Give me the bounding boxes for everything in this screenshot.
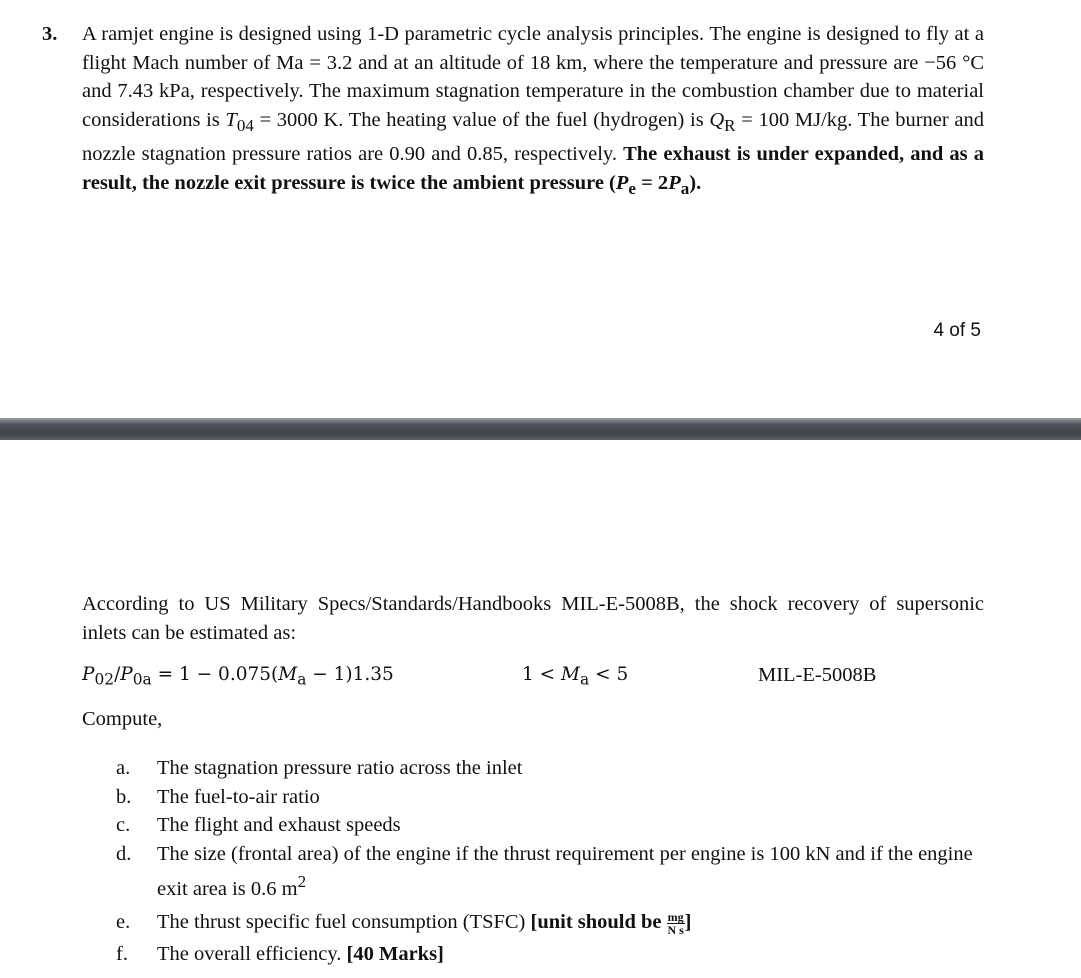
compute-label: Compute, (82, 708, 163, 730)
eq-subscript: 0a (132, 670, 152, 689)
task-text: The thrust specific fuel consumption (TSFC) (157, 910, 531, 933)
superscript: 2 (297, 872, 307, 892)
task-item-b (116, 783, 986, 812)
fraction-denominator: N s (667, 922, 684, 937)
pa-symbol: P (668, 172, 681, 195)
eq-subscript: 02 (94, 670, 115, 689)
task-label: f. (116, 943, 128, 966)
intro-paragraph: According to US Military Specs/Standards/Handbooks MIL-E-5008B, the shock recovery of supersonic inlets can be estimated as: (82, 593, 984, 644)
task-item-f (116, 940, 986, 969)
t04-symbol: T (225, 108, 237, 131)
t04-subscript: 04 (236, 115, 254, 135)
task-label: e. (116, 910, 131, 933)
pa-subscript: a (680, 179, 690, 199)
task-label: a. (116, 757, 131, 779)
equation-validity-range (522, 664, 628, 689)
problem-statement (42, 20, 984, 204)
eq-subscript: a (297, 670, 307, 689)
pe-symbol: P (615, 172, 629, 195)
problem-text-part: = 100 MJ/kg. The burner and nozzle stagnation pressure ratios are 0.90 and 0.85, respectively. (82, 108, 984, 166)
task-text: The stagnation pressure ratio across the inlet (157, 757, 523, 779)
shock-recovery-equation (82, 664, 982, 694)
exhaust-text: ). (689, 172, 702, 195)
task-item-e (116, 908, 986, 937)
fraction-numerator: mg (667, 909, 684, 924)
pe-subscript: e (628, 179, 636, 199)
task-label: c. (116, 814, 131, 837)
task-list (116, 754, 986, 969)
problem-text-part: A ramjet engine is designed using 1-D parametric cycle analysis principles. The engine is designed to fly at a flight Mach number of Ma = 3.2 and at an altitude of 18 km, where the temperature and pressure are −56 °C and 7.43 kPa, respectively. The maximum stagnation temperature in the combustion chamber due to material considerations is (82, 23, 984, 131)
task-text: The overall efficiency. (157, 943, 347, 966)
problem-text (82, 20, 984, 204)
unit-note-close: ] (684, 910, 692, 933)
eq-symbol: M (278, 664, 298, 685)
eq-text: < 5 (589, 664, 629, 685)
task-item-a (116, 754, 986, 783)
unit-note: [unit should be (530, 910, 667, 933)
marks-label: [40 Marks] (346, 943, 444, 966)
task-text: The size (frontal area) of the engine if the thrust requirement per engine is 100 kN and if the engine exit area is 0.6 m (157, 842, 973, 901)
unit-fraction (667, 911, 685, 936)
qr-subscript: R (724, 115, 736, 135)
eq-symbol: P (120, 664, 133, 685)
task-item-d (116, 840, 986, 904)
problem-text-part: = 3000 K. The heating value of the fuel (hydrogen) is (253, 108, 710, 131)
task-label: d. (116, 842, 132, 865)
exhaust-text: The exhaust is under expanded, and as a result, the nozzle exit pressure is twice the ambient pressure ( (82, 143, 985, 195)
eq-text: − 1)1.35 (306, 664, 394, 685)
exhaust-text: = 2 (636, 172, 669, 195)
question-number: 3. (42, 23, 58, 45)
eq-subscript: a (580, 670, 590, 689)
task-label: b. (116, 785, 132, 808)
eq-text: 1 < (522, 664, 562, 685)
qr-symbol: Q (709, 108, 725, 131)
page-number: 4 of 5 (933, 320, 981, 341)
task-text: The flight and exhaust speeds (157, 814, 401, 837)
task-item-c (116, 811, 986, 840)
equation-formula: $P_{02}/P_{0a} = 1 - 0.075(M_a - 1)1.35$ (82, 664, 394, 689)
page-separator (0, 418, 1081, 440)
eq-symbol: M (561, 664, 580, 685)
eq-symbol: P (82, 664, 95, 685)
eq-text: = 1 − 0.075( (151, 664, 279, 685)
task-text: The fuel-to-air ratio (157, 785, 320, 808)
equation-reference: MIL-E-5008B (758, 664, 877, 686)
